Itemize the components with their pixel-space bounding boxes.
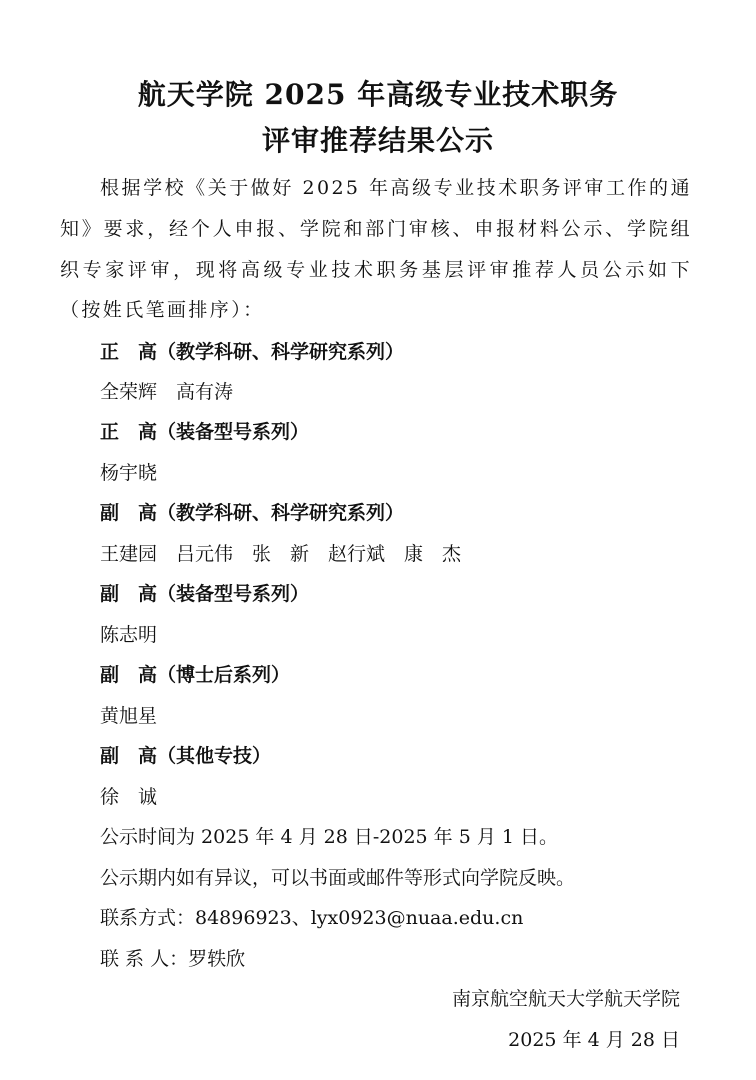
section-names-3: 王建园 吕元伟 张 新 赵行斌 康 杰 bbox=[100, 543, 462, 565]
section-heading-2: 正 高（装备型号系列） bbox=[100, 421, 310, 443]
section-heading-4: 副 高（装备型号系列） bbox=[100, 583, 310, 605]
notice-contact-person: 联 系 人：罗轶欣 bbox=[100, 948, 246, 970]
signature-date: 2025 年 4 月 28 日 bbox=[508, 1029, 680, 1051]
section-names-4: 陈志明 bbox=[100, 624, 158, 646]
notice-objection: 公示期内如有异议，可以书面或邮件等形式向学院反映。 bbox=[100, 867, 576, 889]
section-names-2: 杨宇晓 bbox=[100, 462, 158, 484]
signature-org: 南京航空航天大学航天学院 bbox=[451, 988, 680, 1010]
section-names-6: 徐 诚 bbox=[100, 786, 158, 808]
notice-contact: 联系方式：84896923、lyx0923@nuaa.edu.cn bbox=[100, 907, 524, 929]
notice-period: 公示时间为 2025 年 4 月 28 日-2025 年 5 月 1 日。 bbox=[100, 826, 559, 848]
section-heading-6: 副 高（其他专技） bbox=[100, 745, 272, 767]
section-heading-1: 正 高（教学科研、科学研究系列） bbox=[100, 341, 405, 363]
section-names-5: 黄旭星 bbox=[100, 705, 158, 727]
document-title-line-2: 评审推荐结果公示 bbox=[261, 124, 494, 157]
document-title-line-1: 航天学院 2025 年高级专业技术职务 bbox=[137, 78, 619, 111]
section-heading-5: 副 高（博士后系列） bbox=[100, 664, 291, 686]
intro-paragraph: 根据学校《关于做好 2025 年高级专业技术职务评审工作的通知》要求，经个人申报、学院和部门审核、申报材料公示、学院组织专家评审，现将高级专业技术职务基层评审推荐人员公示如下（按姓氏笔画排序）： bbox=[60, 177, 692, 322]
section-heading-3: 副 高（教学科研、科学研究系列） bbox=[100, 502, 405, 524]
section-names-1: 全荣辉 高有涛 bbox=[100, 381, 234, 403]
